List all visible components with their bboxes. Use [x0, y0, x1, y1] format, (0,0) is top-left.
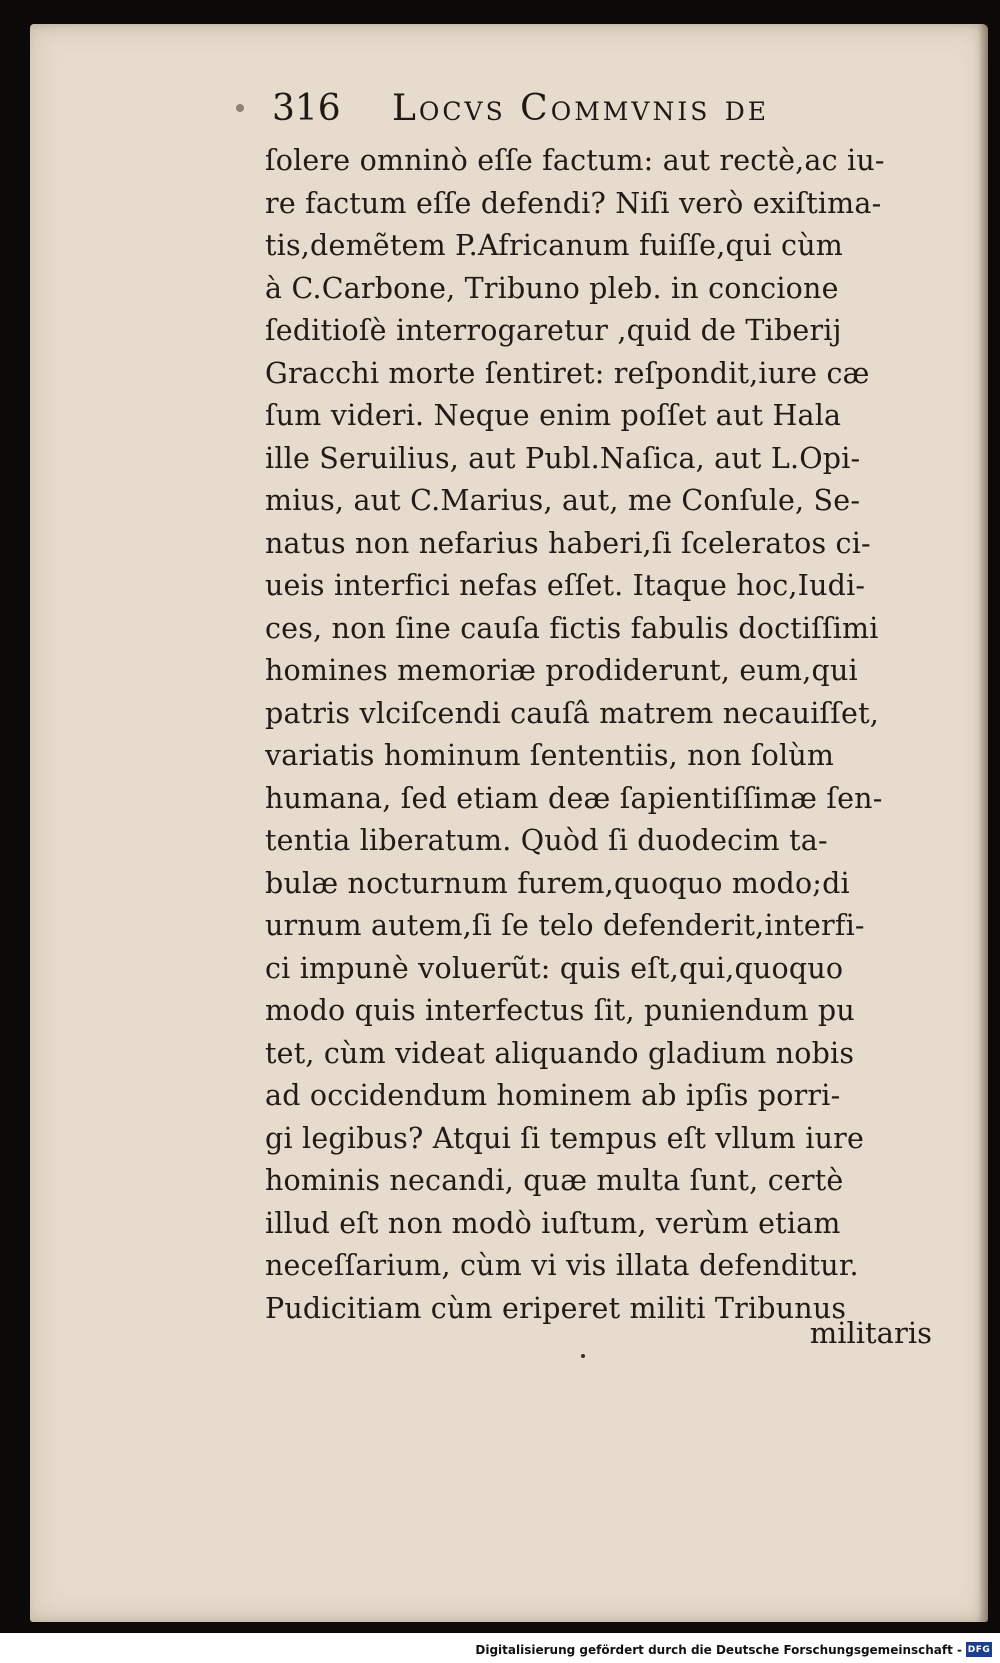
body-text — [265, 140, 945, 1330]
text-line: Gracchi morte ſentiret: reſpondit,iure cæ — [265, 356, 870, 390]
text-line: patris vlciſcendi cauſâ matrem necauiſſet, — [265, 696, 880, 730]
text-line: Pudicitiam cùm eriperet militi Tribunus — [265, 1291, 847, 1325]
catchword: militaris — [809, 1316, 932, 1350]
text-line: re factum eſſe defendi? Niſi verò exiſtima- — [265, 186, 882, 220]
ink-spot — [236, 104, 244, 112]
text-line: humana, ſed etiam deæ ſapientiſſimæ ſen- — [265, 781, 883, 815]
ink-dot — [581, 1354, 585, 1358]
text-line: ſeditioſè interrogaretur ,quid de Tiberij — [265, 314, 842, 347]
text-line: tis,demẽtem P.Africanum fuiſſe,qui cùm — [265, 229, 843, 262]
text-line: neceſſarium, cùm vi vis illata defenditur. — [265, 1249, 859, 1282]
page-edge-shadow — [978, 24, 988, 1622]
text-line: modo quis interfectus ſit, puniendum pu — [265, 994, 855, 1027]
text-line: ſum videri. Neque enim poſſet aut Hala — [265, 399, 842, 432]
text-line: urnum autem,ſi ſe telo defenderit,interfi- — [265, 909, 865, 942]
credit-text: Digitalisierung gefördert durch die Deutsche Forschungsgemeinschaft - — [475, 1642, 962, 1657]
text-line: ad occidendum hominem ab ipſis porri- — [265, 1079, 841, 1112]
running-head: Locvs Commvnis de — [392, 88, 770, 129]
text-line: gi legibus? Atqui ſi tempus eſt vllum iure — [265, 1121, 865, 1155]
page-number: 316 — [272, 88, 341, 129]
dfg-logo-icon: DFG — [966, 1642, 992, 1657]
text-line: variatis hominum ſententiis, non ſolùm — [265, 739, 835, 772]
text-line: à C.Carbone, Tribuno pleb. in concione — [265, 271, 839, 305]
text-line: bulæ nocturnum furem,quoquo modo;di — [265, 866, 850, 900]
text-line: natus non nefarius haberi,ſi ſceleratos ci- — [265, 526, 871, 560]
text-line: tet, cùm videat aliquando gladium nobis — [265, 1036, 855, 1070]
footer-band — [0, 1633, 1000, 1663]
page-header — [272, 88, 912, 134]
text-line: ille Seruilius, aut Publ.Naſica, aut L.Opi- — [265, 441, 861, 475]
text-line: ces, non ſine cauſa fictis fabulis doctiſſimi — [265, 611, 879, 645]
text-line: illud eſt non modò iuſtum, verùm etiam — [265, 1206, 841, 1240]
text-line: ueis interfici nefas eſſet. Itaque hoc,Iudi- — [265, 569, 866, 602]
text-line: homines memoriæ prodiderunt, eum,qui — [265, 654, 858, 687]
text-line: tentia liberatum. Quòd ſi duodecim ta- — [265, 824, 828, 857]
text-line: hominis necandi, quæ multa ſunt, certè — [265, 1164, 844, 1197]
text-line: ci impunè voluerũt: quis eſt,qui,quoquo — [265, 951, 844, 985]
text-line: mius, aut C.Marius, aut, me Conſule, Se- — [265, 484, 861, 517]
text-line: ſolere omninò eſſe factum: aut rectè,ac iu- — [265, 144, 885, 177]
funding-credit — [475, 1642, 992, 1657]
